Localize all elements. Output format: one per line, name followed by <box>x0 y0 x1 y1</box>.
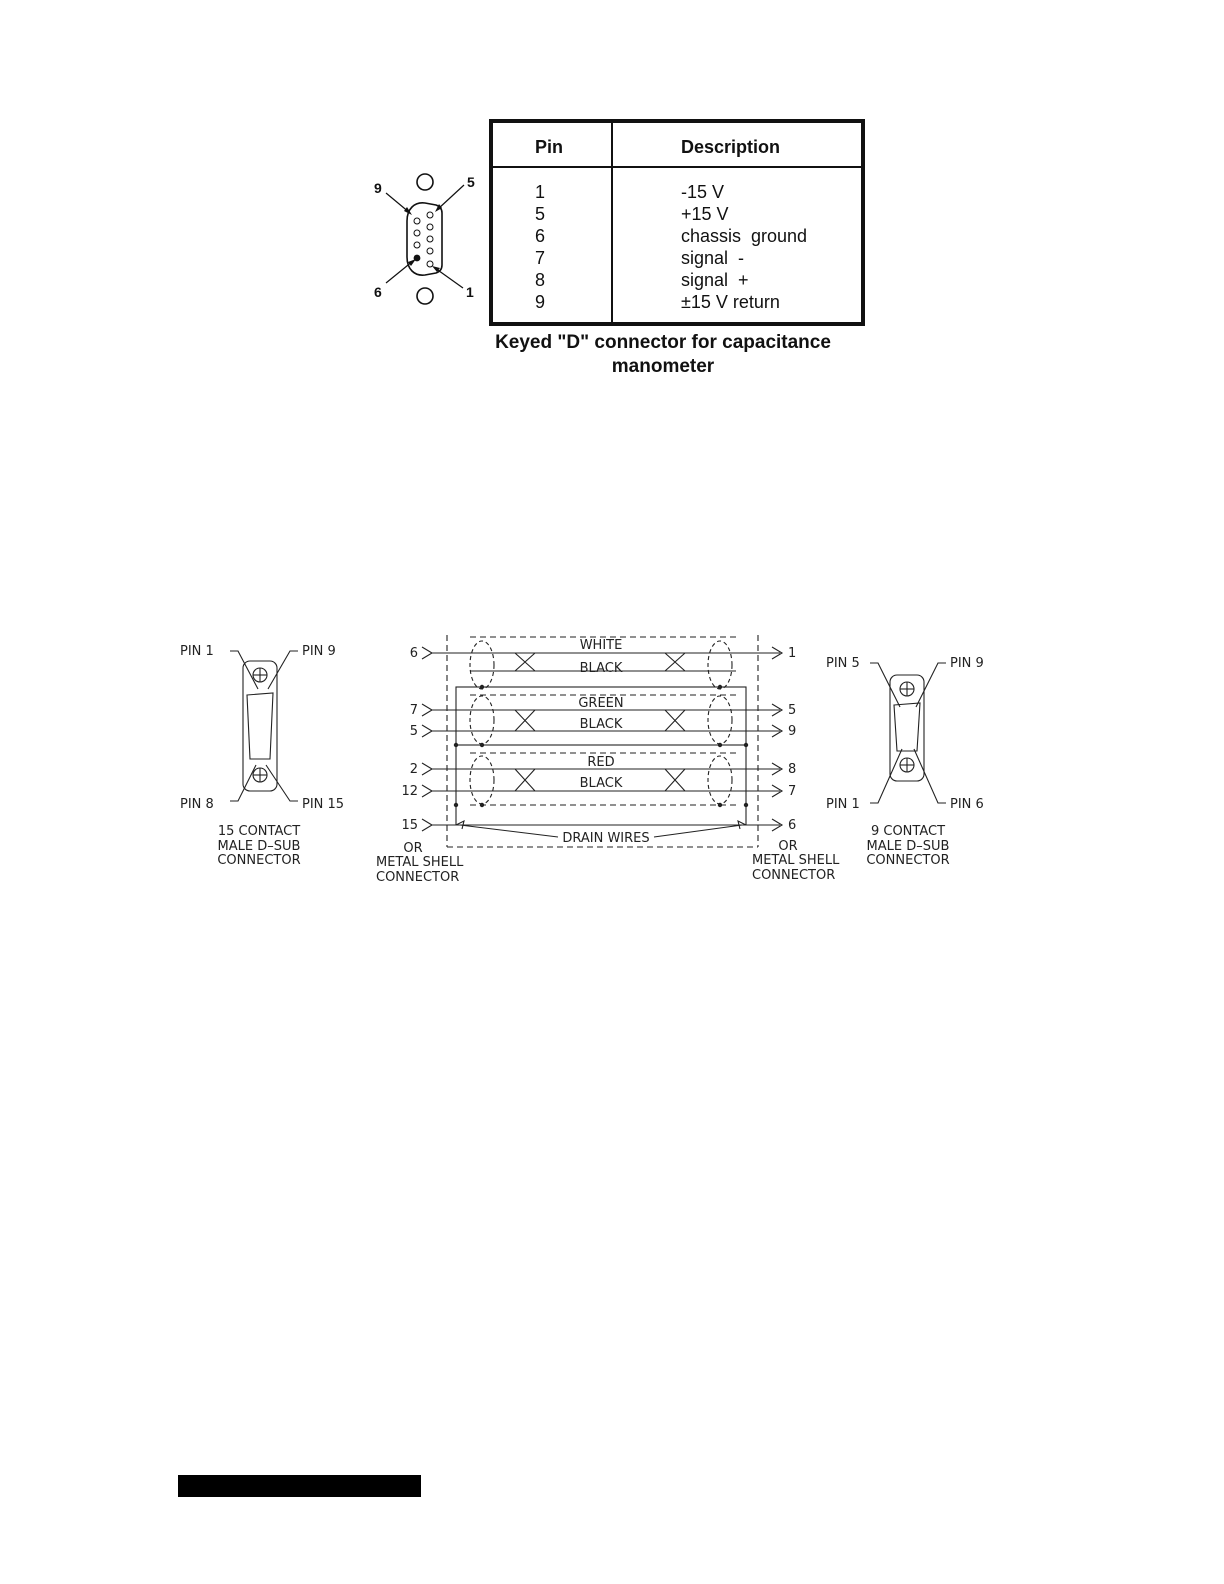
left-15-pin-connector <box>230 651 298 801</box>
table-cell-pin: 6 <box>535 226 546 246</box>
left-metal-shell-label: CONNECTOR <box>376 870 460 885</box>
right-pin5-label: PIN 5 <box>826 656 860 671</box>
left-pin8-label: PIN 8 <box>180 797 214 812</box>
table-cell-description: -15 V <box>681 182 725 202</box>
wire-color-label: BLACK <box>579 776 623 791</box>
pin-label-1: 1 <box>466 284 474 300</box>
table-cell-description: ±15 V return <box>681 292 780 312</box>
pin-label-5: 5 <box>467 174 475 190</box>
pin-column-header: Pin <box>535 137 564 157</box>
left-pin-number: 12 <box>401 784 418 799</box>
pinout-table <box>489 119 865 326</box>
right-connector-label: 9 CONTACT <box>870 824 946 839</box>
wire-color-label: BLACK <box>579 717 623 732</box>
cable-wiring-diagram <box>170 625 1010 895</box>
table-cell-pin: 1 <box>535 182 546 202</box>
left-connector-label: CONNECTOR <box>217 853 301 868</box>
footer-redaction-bar <box>178 1475 421 1497</box>
figure-caption <box>480 331 846 379</box>
right-metal-shell-label: METAL SHELL <box>752 853 840 868</box>
wire-color-label: GREEN <box>578 696 624 711</box>
right-pin6-label: PIN 6 <box>950 797 984 812</box>
left-pin-number: 6 <box>409 646 418 661</box>
table-cell-pin: 8 <box>535 270 546 290</box>
left-pin-number: 2 <box>409 762 418 777</box>
wire-color-label: RED <box>587 755 615 770</box>
table-cell-pin: 7 <box>535 248 546 268</box>
left-connector-label: MALE D–SUB <box>217 839 301 854</box>
right-pin-number: 7 <box>788 784 797 799</box>
right-9-pin-connector <box>870 663 946 803</box>
right-pin-number: 1 <box>788 646 797 661</box>
wire-color-label: BLACK <box>579 661 623 676</box>
right-connector-label: CONNECTOR <box>866 853 950 868</box>
left-or-label: OR <box>403 841 423 856</box>
caption-line-2: manometer <box>611 356 715 377</box>
right-pin-number: 8 <box>788 762 797 777</box>
table-cell-description: signal - <box>681 248 745 268</box>
drain-wires-label: DRAIN WIRES <box>562 831 650 846</box>
table-cell-description: chassis ground <box>681 226 808 246</box>
left-pin-number: 7 <box>409 703 418 718</box>
right-connector-label: MALE D–SUB <box>866 839 950 854</box>
left-pin9-label: PIN 9 <box>302 644 336 659</box>
right-pin9-label: PIN 9 <box>950 656 984 671</box>
left-metal-shell-label: METAL SHELL <box>376 855 464 870</box>
left-connector-label: 15 CONTACT <box>217 824 301 839</box>
right-pin-number: 6 <box>788 818 797 833</box>
table-cell-pin: 5 <box>535 204 546 224</box>
mounting-hole-top <box>417 174 433 190</box>
caption-line-1: Keyed "D" connector for capacitance <box>495 332 831 353</box>
left-pin1-label: PIN 1 <box>180 644 214 659</box>
right-pin-number: 9 <box>788 724 797 739</box>
right-pin-number: 5 <box>788 703 797 718</box>
left-pin-number: 5 <box>409 724 418 739</box>
pin-label-9: 9 <box>374 180 382 196</box>
d-shell <box>407 203 442 275</box>
left-pin15-label: PIN 15 <box>302 797 345 812</box>
mounting-hole-bottom <box>417 288 433 304</box>
description-column-header: Description <box>681 137 781 157</box>
left-pin-number: 15 <box>401 818 418 833</box>
table-cell-description: signal + <box>681 270 749 290</box>
right-or-label: OR <box>778 839 798 854</box>
wire-color-label: WHITE <box>579 638 623 653</box>
table-cell-pin: 9 <box>535 292 546 312</box>
pin-label-6: 6 <box>374 284 382 300</box>
right-metal-shell-label: CONNECTOR <box>752 868 836 883</box>
table-cell-description: +15 V <box>681 204 729 224</box>
keyed-d-connector-diagram <box>360 165 490 315</box>
right-pin1-label: PIN 1 <box>826 797 860 812</box>
